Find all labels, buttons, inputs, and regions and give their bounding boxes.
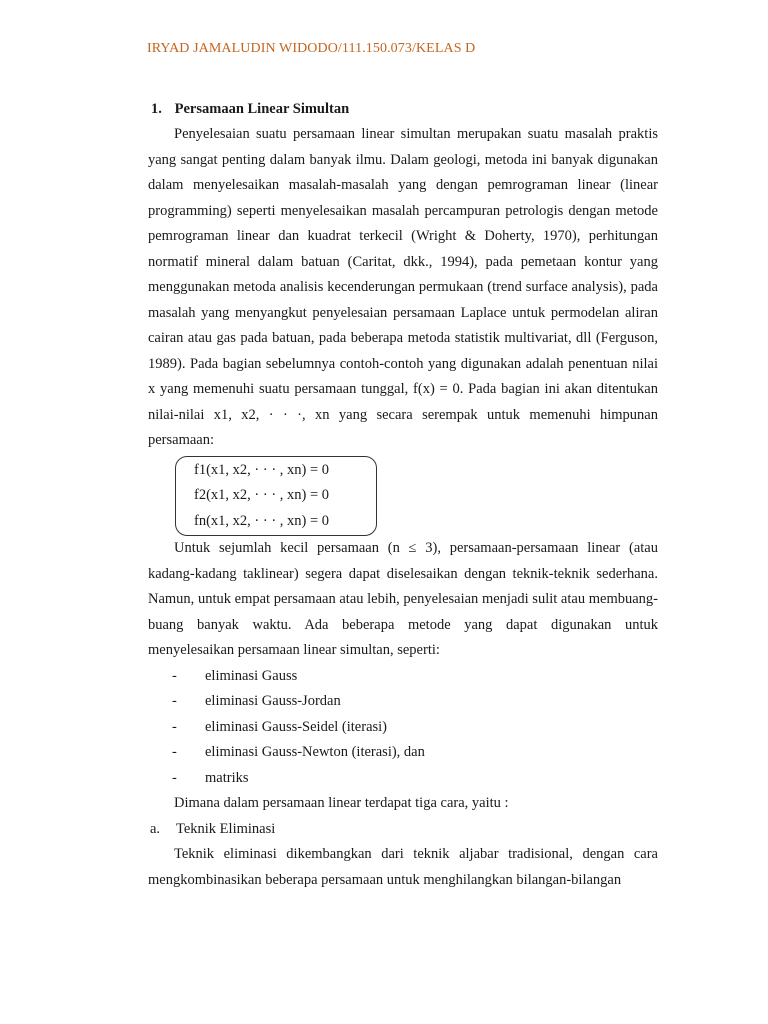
equation-n: fn(x1, x2, · · · , xn) = 0 [194, 512, 330, 529]
list-item-label: matriks [205, 769, 249, 786]
document-header: IRYAD JAMALUDIN WIDODO/111.150.073/KELAS D [147, 41, 476, 56]
list-item [148, 740, 658, 766]
list-item-label: eliminasi Gauss [205, 667, 298, 684]
document-body [148, 96, 658, 893]
equation-box [175, 456, 377, 537]
paragraph-elimination: Teknik eliminasi dikembangkan dari teknik aljabar tradisional, dengan cara mengkombinasikan beberapa persamaan untuk menghilangkan bilangan-bilangan [148, 846, 658, 888]
section-number: 1. [151, 101, 162, 117]
bullet-dash: - [172, 718, 177, 735]
paragraph-three-ways: Dimana dalam persamaan linear terdapat tiga cara, yaitu : [174, 795, 509, 811]
list-item-label: eliminasi Gauss-Newton (iterasi), dan [205, 744, 425, 760]
equation-2: f2(x1, x2, · · · , xn) = 0 [194, 487, 330, 503]
paragraph-methods-intro: Untuk sejumlah kecil persamaan (n ≤ 3), persamaan-persamaan linear (atau kadang-kadang taklinear) segera dapat diselesaikan dengan teknik-teknik sederhana. Namun, untuk empat persamaan atau lebih, penyelesaian menjadi sulit atau membuang-buang banyak waktu. Ada beberapa metode yang dapat digunakan untuk menyelesaikan persamaan linear simultan, seperti: [148, 540, 658, 658]
paragraph-intro: Penyelesaian suatu persamaan linear simultan merupakan suatu masalah praktis yang sangat penting dalam banyak ilmu. Dalam geologi, metoda ini banyak digunakan dalam menyelesaikan masalah-masalah yang dengan pemrograman linear (linear programming) seperti menyelesaikan masalah percampuran petrologis dengan metode pemrograman linear dan kuadrat terkecil (Wright & Doherty, 1970), perhitungan normatif mineral dalam batuan (Caritat, dkk., 1994), pada pemetaan kontur yang menggunakan metoda analisis kecenderungan permukaan (trend surface analysis), pada masalah yang menyangkut penyelesaian persamaan Laplace untuk permodelan aliran cairan atau gas pada batuan, pada beberapa metoda statistik multivariat, dll (Ferguson, 1989). Pada bagian sebelumnya contoh-contoh yang digunakan adalah penentuan nilai x yang memenuhi suatu persamaan tunggal, f(x) = 0. Pada bagian ini akan ditentukan nilai-nilai x1, x2, · · ·, xn yang secara serempak untuk memenuhi himpunan persamaan: [148, 126, 658, 448]
methods-list [148, 664, 658, 792]
subsection-heading [148, 817, 658, 843]
list-item [148, 766, 658, 792]
bullet-dash: - [172, 667, 177, 684]
list-item [148, 715, 658, 741]
bullet-dash: - [172, 693, 177, 709]
list-item-label: eliminasi Gauss-Jordan [205, 693, 341, 709]
bullet-dash: - [172, 744, 177, 760]
equation-1: f1(x1, x2, · · · , xn) = 0 [194, 461, 330, 478]
list-item [148, 664, 658, 690]
section-heading [151, 96, 658, 122]
subsection-title: Teknik Eliminasi [176, 820, 276, 837]
subsection-marker: a. [150, 820, 161, 837]
section-title: Persamaan Linear Simultan [174, 101, 350, 117]
list-item [148, 689, 658, 715]
bullet-dash: - [172, 769, 177, 786]
list-item-label: eliminasi Gauss-Seidel (iterasi) [205, 718, 388, 735]
